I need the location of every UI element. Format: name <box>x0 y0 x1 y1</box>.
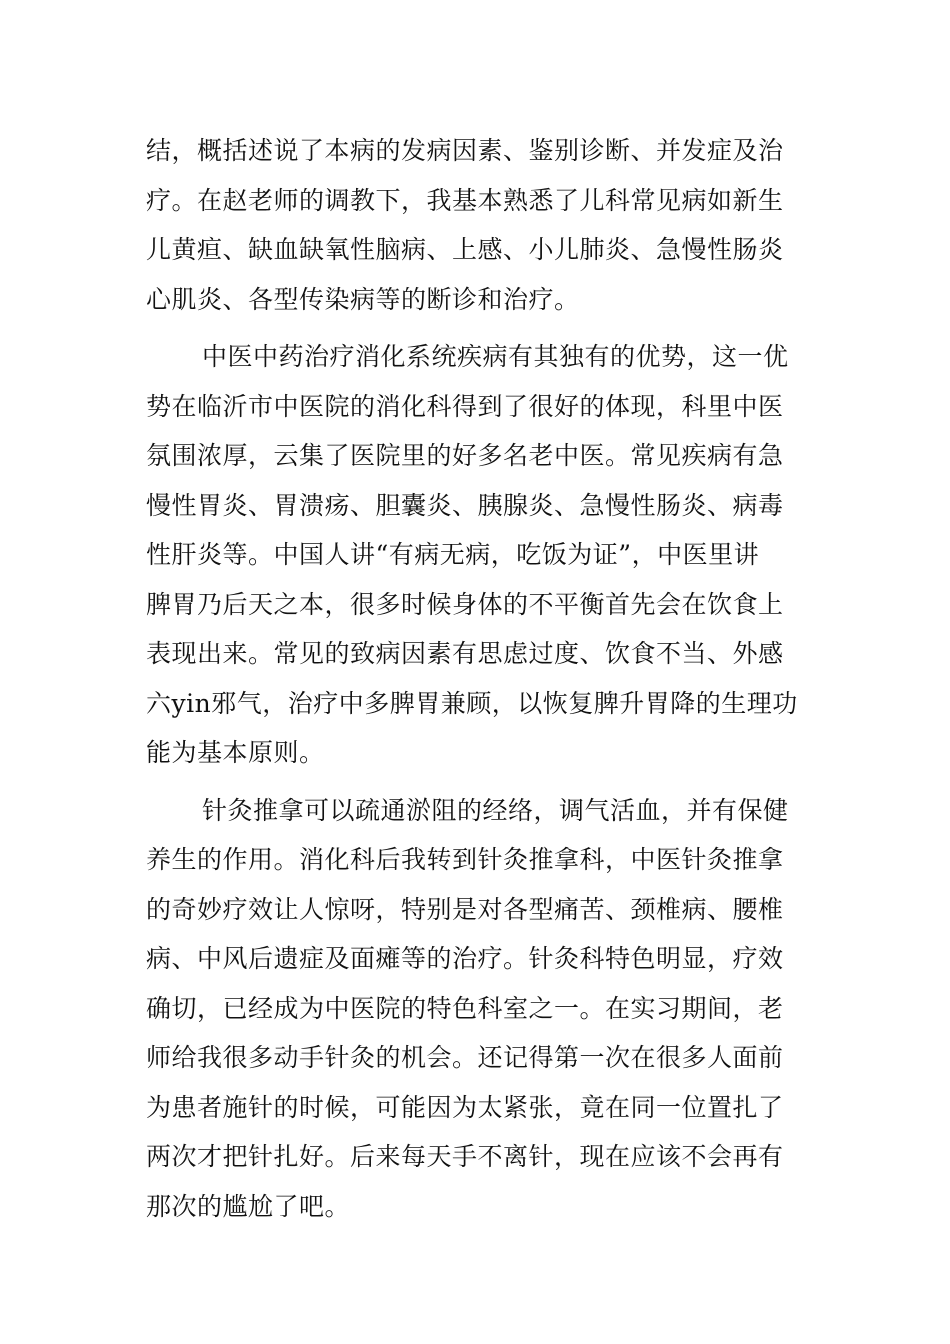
text-line: 慢性胃炎、胃溃疡、胆囊炎、胰腺炎、急慢性肠炎、病毒 <box>146 490 784 520</box>
text-line: 的奇妙疗效让人惊呀，特别是对各型痛苦、颈椎病、腰椎 <box>146 894 784 924</box>
text-line: 确切，已经成为中医院的特色科室之一。在实习期间，老 <box>146 993 784 1023</box>
text-line: 儿黄疸、缺血缺氧性脑病、上感、小儿肺炎、急慢性肠炎 <box>146 235 784 264</box>
text-line: 性肝炎等。中国人讲“有病无病，吃饭为证”，中医里讲 <box>146 540 760 569</box>
text-line: 表现出来。常见的致病因素有思虑过度、饮食不当、外感 <box>146 639 784 668</box>
text-line: 中医中药治疗消化系统疾病有其独有的优势，这一优 <box>202 342 789 371</box>
paragraph-1 <box>146 126 810 324</box>
text-line: 势在临沂市中医院的消化科得到了很好的体现，科里中医 <box>146 391 784 421</box>
text-line: 为患者施针的时候，可能因为太紧张，竟在同一位置扎了 <box>146 1092 784 1122</box>
paragraph-3 <box>146 786 810 1232</box>
text-line: 脾胃乃后天之本，很多时候身体的不平衡首先会在饮食上 <box>146 589 784 619</box>
text-line: 结，概括述说了本病的发病因素、鉴别诊断、并发症及治 <box>146 136 784 165</box>
text-line: 病、中风后遗症及面瘫等的治疗。针灸科特色明显，疗效 <box>146 944 784 973</box>
text-line: 养生的作用。消化科后我转到针灸推拿科，中医针灸推拿 <box>146 845 784 874</box>
text-line: 那次的尴尬了吧。 <box>146 1191 351 1221</box>
text-line: 六yin邪气，治疗中多脾胃兼顾，以恢复脾升胃降的生理功 <box>146 688 798 718</box>
text-line: 能为基本原则。 <box>146 738 325 767</box>
text-line: 疗。在赵老师的调教下，我基本熟悉了儿科常见病如新生 <box>146 185 784 215</box>
text-line: 氛围浓厚，云集了医院里的好多名老中医。常见疾病有急 <box>146 441 784 470</box>
paragraph-2 <box>146 332 810 778</box>
document-body <box>146 126 810 1239</box>
text-line: 两次才把针扎好。后来每天手不离针，现在应该不会再有 <box>146 1142 784 1171</box>
text-line: 心肌炎、各型传染病等的断诊和治疗。 <box>146 284 580 314</box>
text-line: 针灸推拿可以疏通淤阻的经络，调气活血，并有保健 <box>202 795 789 825</box>
text-line: 师给我很多动手针灸的机会。还记得第一次在很多人面前 <box>146 1043 784 1072</box>
